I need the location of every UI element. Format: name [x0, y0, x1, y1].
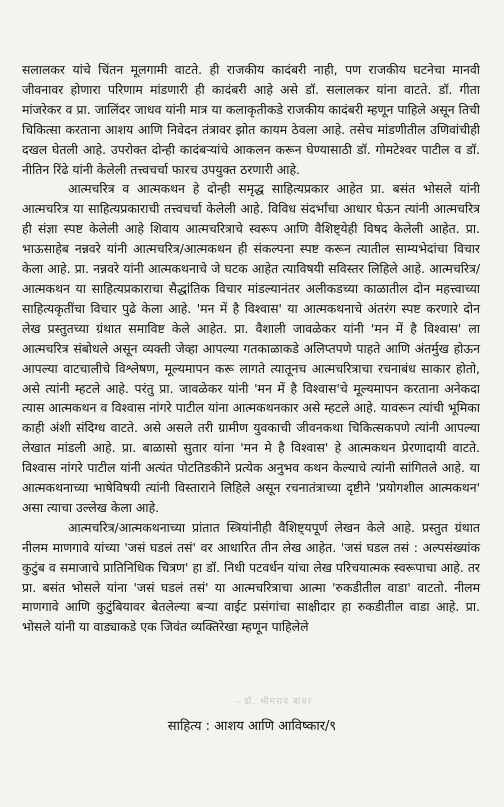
body-text: [22, 60, 480, 637]
paragraph-3: आत्मचरित्र/आत्मकथनाच्या प्रांतात स्त्रियांनीही वैशिष्ट्यपूर्ण लेखन केले आहे. प्रस्तुत ग्रंथात नीलम माणगावे यांच्या 'जसं घडलं तसं' वर आधारित तीन लेख आहेत. 'जसं घडल तसं : अल्पसंख्यांक कुटुंब व समाजाचे प्रातिनिधिक चित्रण' हा डॉ. निधी पटवर्धन यांचा लेख परिचयात्मक स्वरूपाचा आहे. तर प्रा. बसंत भोसले यांना 'जसं घडलं तसं' या आत्मचरित्राचा आत्मा 'रुकडीतील वाडा' वाटतो. नीलम माणगावे आणि कुटुंबियावर बेतलेल्या बऱ्या वाईट प्रसंगांचा साक्षीदार हा रुकडीतील वाडा आहे. प्रा. भोसले यांनी या वाड्याकडे एक जिवंत व्यक्तिरेखा म्हणून पाहिलेले: [22, 519, 480, 635]
page-footer: साहित्य : आशय आणि आविष्कार/९: [167, 719, 337, 734]
bleed-through-text: - डॉ. भीमराव बाबर: [236, 697, 313, 707]
paragraph-2: आत्मचरित्र व आत्मकथन हे दोन्ही समृद्ध साहित्यप्रकार आहेत प्रा. बसंत भोसले यांनी आत्मचरित्र या साहित्यप्रकाराची तत्त्वचर्चा केलेली आहे. विविध संदर्भांचा आधार घेऊन त्यांनी आत्मचरित्र ही संज्ञा स्पष्ट केलेली आहे शिवाय आत्मचरित्राचे स्वरूप आणि वैशिष्ट्येही विषद केलेली आहेत. प्रा. भाऊसाहेब नन्नवरे यांनी आत्मचरित्र/आत्मकथन ही संकल्पना स्पष्ट करून त्यातील साम्यभेदांचा विचार केला आहे. प्रा. नन्नवरे यांनी आत्मकथनाचे जे घटक आहेत त्याविषयी सविस्तर लिहिले आहे. आत्मचरित्र/आत्मकथन या साहित्यप्रकाराचा सैद्धांतिक विचार मांडल्यानंतर अलीकडच्या काळातील दोन महत्त्वाच्या साहित्यकृतींचा विचार पुढे केला आहे. 'मन में है विश्वास' या आत्मकथनाचे अंतरंग स्पष्ट करणारे दोन लेख प्रस्तुतच्या ग्रंथात समाविष्ट केले आहेत. प्रा. वैशाली जावळेकर यांनी 'मन में है विश्वास' ला आत्मचरित्र संबोधले असून व्यक्ती जेव्हा आपल्या गतकाळाकडे अलिप्तपणे पाहते आणि अंतर्मुख होऊन आपल्या वाटचालीचे विश्लेषण, मूल्यमापन करू लागते त्यातूनच आत्मचरित्राचा रचनाबंध साकार होतो, असे त्यांनी म्हटले आहे. परंतु प्रा. जावळेकर यांनी 'मन में है विश्वास'चे मूल्यमापन करताना अनेकदा त्यास आत्मकथन व विश्वास नांगरे पाटील यांना आत्मकथनकार असे म्हटले आहे. यावरून त्यांची भूमिका काही अंशी संदिग्ध वाटते. असे असले तरी ग्रामीण युवकाची जीवनकथा चिकित्सकपणे त्यांनी आपल्या लेखात मांडली आहे. प्रा. बाळासो सुतार यांना 'मन मे है विश्वास' हे आत्मकथन प्रेरणादायी वाटते. विश्वास नांगरे पाटील यांनी अत्यंत पोटतिडकीने प्रत्येक अनुभव कथन केल्याचे त्यांनी सांगितले आहे. या आत्मकथनाच्या भाषेविषयी त्यांनी विस्ताराने लिहिले असून रचनातंत्राच्या दृष्टीने 'प्रयोगशील आत्मकथन' असा त्याचा उल्लेख केला आहे.: [22, 181, 480, 515]
paragraph-1: सलालकर यांचे चिंतन मूलगामी वाटते. ही राजकीय कादंबरी नाही, पण राजकीय घटनेचा मानवी जीवनावर होणारा परिणाम मांडणारी ही कादंबरी आहे असे डॉ. सलालकर यांना वाटते. डॉ. गीता मांजरेकर व प्रा. जालिंदर जाधव यांनी मात्र या कलाकृतीकडे राजकीय कादंबरी म्हणून पाहिले असून तिची चिकित्सा करताना आशय आणि निवेदन तंत्रावर झोत कायम ठेवला आहे. तसेच मांडणीतील उणिवांचीही दखल घेतली आहे. उपरोक्त दोन्ही कादंबऱ्यांचे आकलन करून घेण्यासाठी डॉ. गोमटेश्वर पाटील व डॉ. नीतिन रिंढे यांनी केलेली तत्त्वचर्चा फारच उपयुक्त ठरणारी आहे.: [22, 62, 480, 177]
